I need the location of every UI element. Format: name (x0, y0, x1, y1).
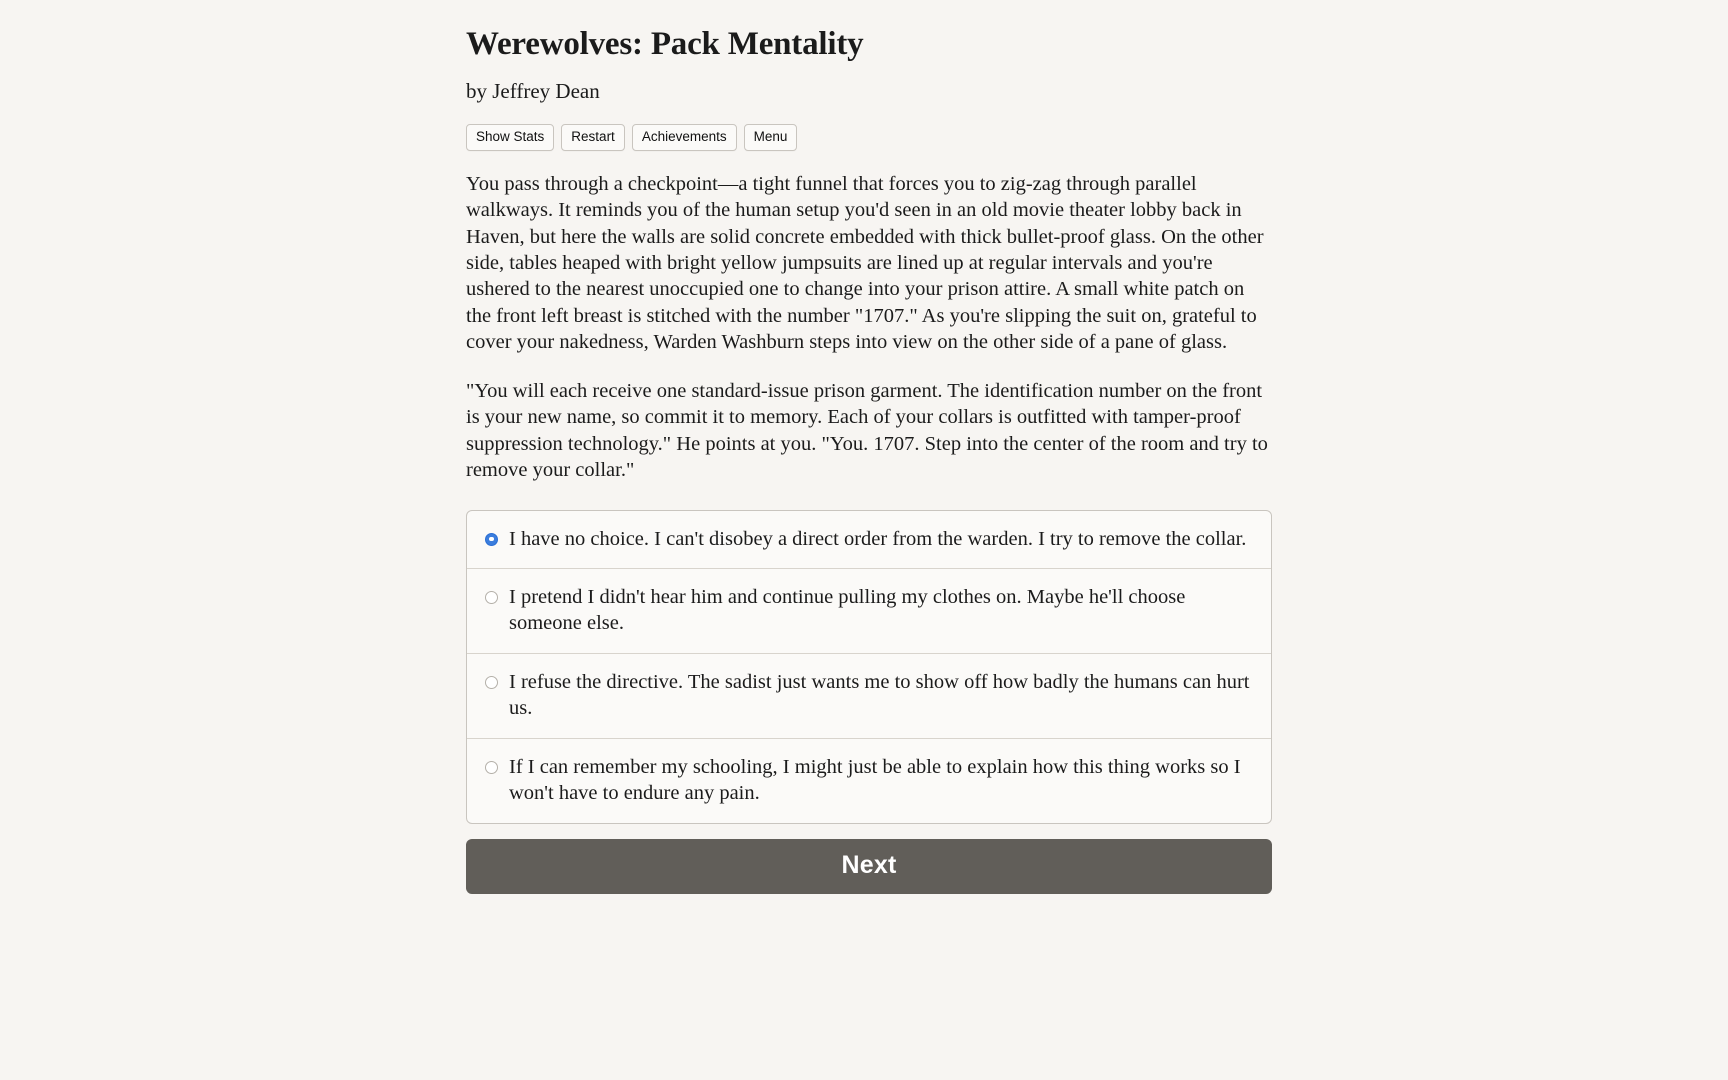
choice-label: I pretend I didn't hear him and continue pulling my clothes on. Maybe he'll choose someone else. (509, 585, 1186, 635)
radio-icon[interactable] (485, 676, 498, 689)
choice-list (466, 510, 1272, 824)
show-stats-button[interactable]: Show Stats (466, 124, 554, 151)
choice-option[interactable] (467, 654, 1271, 739)
radio-icon[interactable] (485, 761, 498, 774)
choice-label: If I can remember my schooling, I might just be able to explain how this thing works so I won't have to endure any pain. (509, 755, 1241, 805)
achievements-button[interactable]: Achievements (632, 124, 737, 151)
story-paragraph: "You will each receive one standard-issue prison garment. The identification number on the front is your new name, so commit it to memory. Each of your collars is outfitted with tamper-proof suppression technology." He points at you. "You. 1707. Step into the center of the room and try to remove your collar." (466, 379, 1268, 482)
restart-button[interactable]: Restart (561, 124, 625, 151)
choice-option[interactable] (467, 739, 1271, 823)
page-title: Werewolves: Pack Mentality (466, 26, 864, 62)
choice-label: I refuse the directive. The sadist just wants me to show off how badly the humans can hurt us. (509, 670, 1250, 720)
next-button[interactable]: Next (466, 839, 1272, 894)
menu-button[interactable]: Menu (744, 124, 798, 151)
radio-icon[interactable] (485, 591, 498, 604)
choice-option[interactable] (467, 511, 1271, 569)
choice-label: I have no choice. I can't disobey a direct order from the warden. I try to remove the collar. (509, 527, 1247, 550)
story-text (466, 171, 1272, 484)
story-author: by Jeffrey Dean (466, 79, 600, 104)
content-column (466, 18, 1272, 894)
choice-option[interactable] (467, 569, 1271, 654)
toolbar (466, 124, 1272, 151)
story-paragraph: You pass through a checkpoint—a tight funnel that forces you to zig-zag through parallel walkways. It reminds you of the human setup you'd seen in an old movie theater lobby back in Haven, but here the walls are solid concrete embedded with thick bullet-proof glass. On the other side, tables heaped with bright yellow jumpsuits are lined up at regular intervals and you're ushered to the nearest unoccupied one to change into your prison attire. A small white patch on the front left breast is stitched with the number "1707." As you're slipping the suit on, grateful to cover your nakedness, Warden Washburn steps into view on the other side of a pane of glass. (466, 172, 1264, 354)
radio-icon[interactable] (485, 533, 498, 546)
